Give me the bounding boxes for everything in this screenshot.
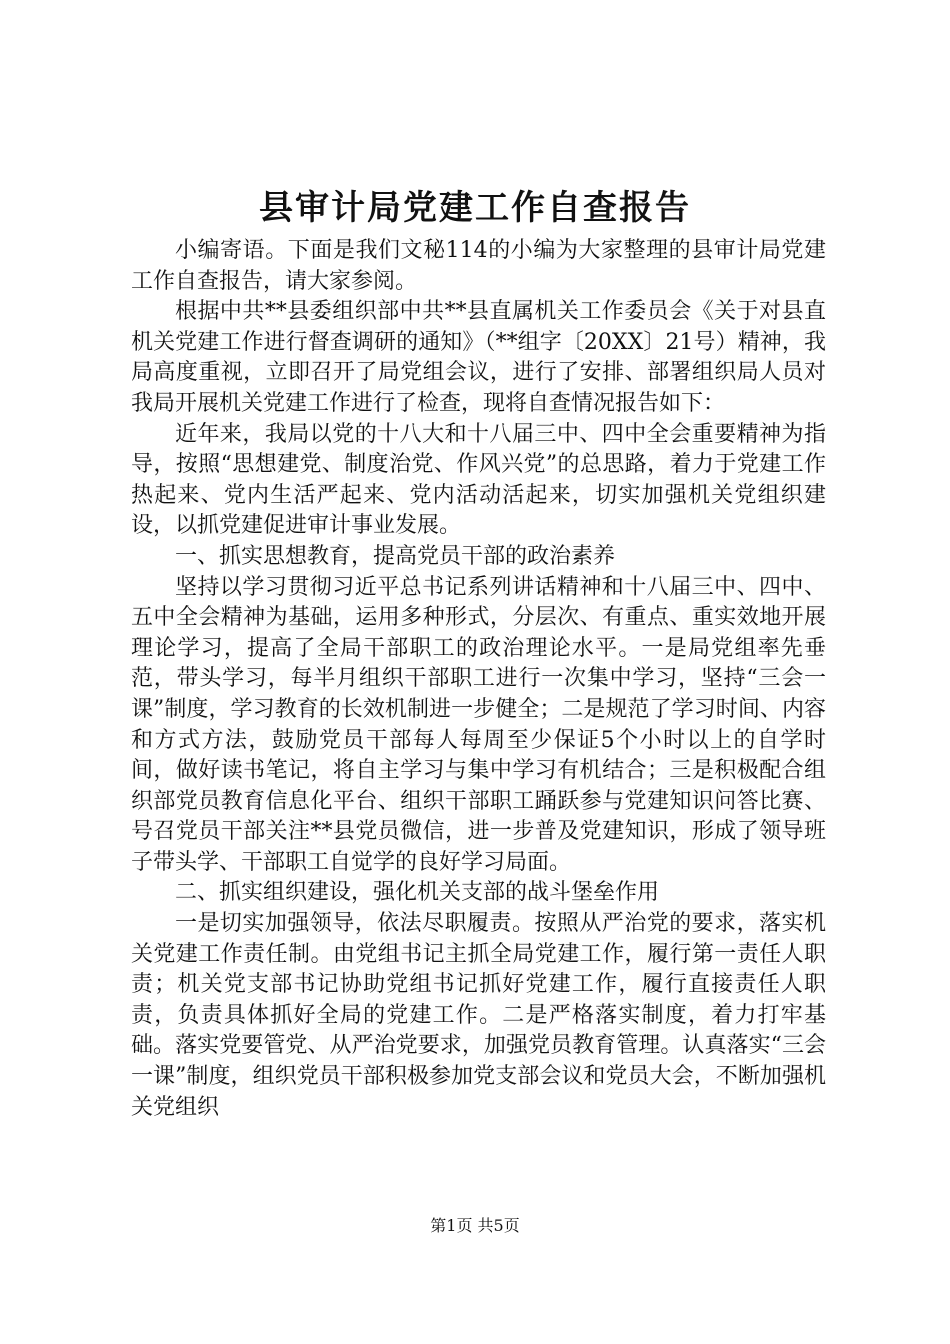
paragraph-overview: 近年来，我局以党的十八大和十八届三中、四中全会重要精神为指导，按照“思想建党、制度治党、作风兴党”的总思路，着力于党建工作热起来、党内生活严起来、党内活动活起来，切实加强机关党组织建设，以抓党建促进审计事业发展。	[131, 421, 826, 539]
document-body	[131, 236, 826, 1123]
paragraph-section-2: 一是切实加强领导，依法尽职履责。按照从严治党的要求，落实机关党建工作责任制。由党组书记主抓全局党建工作，履行第一责任人职责；机关党支部书记协助党组书记抓好党建工作，履行直接责任人职责，负责具体抓好全局的党建工作。二是严格落实制度，着力打牢基础。落实党要管党、从严治党要求，加强党员教育管理。认真落实“三会一课”制度，组织党员干部积极参加党支部会议和党员大会，不断加强机关党组织	[131, 911, 826, 1120]
document-title: 县审计局党建工作自查报告	[259, 188, 691, 228]
paragraph-basis: 根据中共**县委组织部中共**县直属机关工作委员会《关于对县直机关党建工作进行督查调研的通知》（**组字〔20XX〕21号）精神，我局高度重视，立即召开了局党组会议，进行了安排、部署组织局人员对我局开展机关党建工作进行了检查，现将自查情况报告如下：	[131, 299, 826, 416]
paragraph-section-1: 坚持以学习贯彻习近平总书记系列讲话精神和十八届三中、四中、五中全会精神为基础，运用多种形式，分层次、有重点、重实效地开展理论学习，提高了全局干部职工的政治理论水平。一是局党组率先垂范，带头学习，每半月组织干部职工进行一次集中学习，坚持“三会一课”制度，学习教育的长效机制进一步健全；二是规范了学习时间、内容和方式方法，鼓励党员干部每人每周至少保证5个小时以上的自学时间，做好读书笔记，将自主学习与集中学习有机结合；三是积极配合组织部党员教育信息化平台、组织干部职工踊跃参与党建知识问答比赛、号召党员干部关注**县党员微信，进一步普及党建知识，形成了领导班子带头学、干部职工自觉学的良好学习局面。	[131, 574, 826, 875]
section-heading-1: 一、抓实思想教育，提高党员干部的政治素养	[175, 543, 616, 569]
page-number-footer: 第1页 共5页	[430, 1216, 520, 1235]
section-heading-2: 二、抓实组织建设，强化机关支部的战斗堡垒作用	[175, 880, 660, 906]
paragraph-intro: 小编寄语。下面是我们文秘114的小编为大家整理的县审计局党建工作自查报告，请大家参阅。	[131, 238, 826, 294]
